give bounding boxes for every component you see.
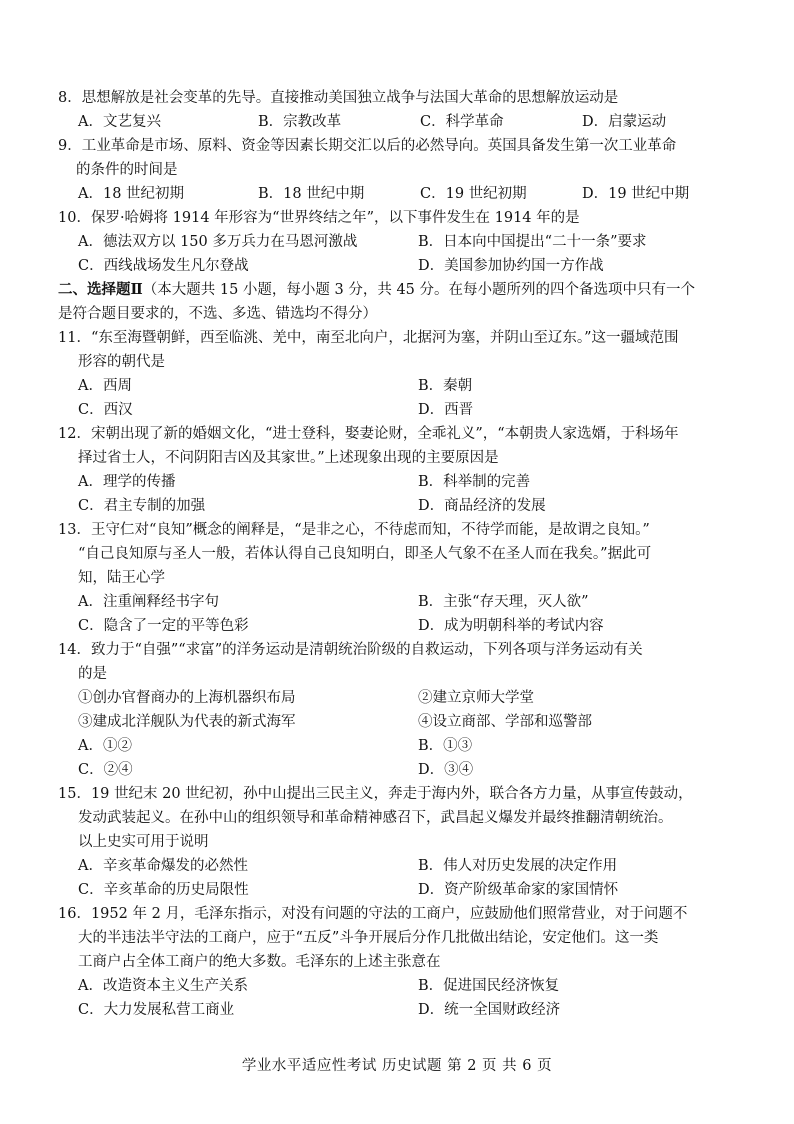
statement-2: ②建立京师大学堂 — [418, 690, 534, 706]
option-a: A．辛亥革命爆发的必然性 — [78, 858, 248, 874]
options-row — [58, 374, 756, 398]
options-row — [58, 110, 756, 134]
section-heading — [58, 278, 756, 302]
section-2 — [58, 278, 756, 326]
options-row — [58, 998, 756, 1022]
section-desc: （本大题共 15 小题，每小题 3 分，共 45 分。在每小题所列的四个备选项中只有一个 — [142, 282, 696, 298]
option-d: D．西晋 — [418, 402, 474, 418]
question-8 — [58, 86, 756, 134]
question-9 — [58, 134, 756, 206]
options-row — [58, 878, 756, 902]
question-stem-cont: 的是 — [78, 666, 107, 682]
question-stem: 11．“东至海暨朝鲜，西至临洮、羌中，南至北向户，北据河为塞，并阴山至辽东。”这一疆域范围 — [58, 330, 679, 346]
option-d: D．商品经济的发展 — [418, 498, 546, 514]
option-d: D．美国参加协约国一方作战 — [418, 258, 604, 274]
option-b: B．宗教改革 — [258, 114, 342, 130]
option-b: B．主张“存天理，灭人欲” — [418, 594, 589, 610]
question-stem-cont: 发动武装起义。在孙中山的组织领导和革命精神感召下，武昌起义爆发并最终推翻清朝统治。 — [78, 810, 673, 826]
question-stem: 16．1952 年 2 月，毛泽东指示，对没有问题的守法的工商户，应鼓励他们照常营业，对于问题不 — [58, 906, 688, 922]
option-c: C．大力发展私营工商业 — [78, 1002, 235, 1018]
options-row — [58, 734, 756, 758]
question-stem-cont: “自己良知原与圣人一般，若体认得自己良知明白，即圣人气象不在圣人而在我矣。”据此可 — [78, 546, 652, 562]
option-c: C．隐含了一定的平等色彩 — [78, 618, 249, 634]
question-12 — [58, 422, 756, 518]
question-stem: 10．保罗·哈姆将 1914 年形容为“世界终结之年”，以下事件发生在 1914 年的是 — [58, 210, 580, 226]
question-14 — [58, 638, 756, 782]
options-row — [58, 854, 756, 878]
option-d: D．统一全国财政经济 — [418, 1002, 561, 1018]
options-row — [58, 470, 756, 494]
option-a: A．理学的传播 — [78, 474, 176, 490]
options-row — [58, 254, 756, 278]
option-d: D．③④ — [418, 762, 474, 778]
option-a: A．改造资本主义生产关系 — [78, 978, 248, 994]
option-b: B．18 世纪中期 — [258, 186, 365, 202]
options-row — [58, 614, 756, 638]
option-c: C．君主专制的加强 — [78, 498, 206, 514]
question-stem-cont: 以上史实可用于说明 — [78, 834, 209, 850]
option-b: B．日本向中国提出“二十一条”要求 — [418, 234, 647, 250]
option-a: A．18 世纪初期 — [78, 186, 185, 202]
option-c: C．辛亥革命的历史局限性 — [78, 882, 249, 898]
question-stem: 13．王守仁对“良知”概念的阐释是，“是非之心，不待虑而知，不待学而能，是故谓之良知。” — [58, 522, 650, 538]
question-stem: 8．思想解放是社会变革的先导。直接推动美国独立战争与法国大革命的思想解放运动是 — [58, 90, 619, 106]
statement-row — [58, 710, 756, 734]
options-row — [58, 590, 756, 614]
option-b: B．①③ — [418, 738, 473, 754]
option-a: A．注重阐释经书字句 — [78, 594, 219, 610]
option-d: D．启蒙运动 — [582, 114, 667, 130]
question-stem: 9．工业革命是市场、原料、资金等因素长期交汇以后的必然导向。英国具备发生第一次工业革命 — [58, 138, 677, 154]
option-d: D．成为明朝科举的考试内容 — [418, 618, 604, 634]
statement-4: ④设立商部、学部和巡警部 — [418, 714, 592, 730]
options-row — [58, 974, 756, 998]
section-title: 二、选择题Ⅱ — [58, 281, 143, 298]
option-b: B．促进国民经济恢复 — [418, 978, 560, 994]
statement-row — [58, 686, 756, 710]
question-stem-cont: 的条件的时间是 — [76, 162, 178, 178]
options-row — [58, 494, 756, 518]
page-footer: 学业水平适应性考试 历史试题 第 2 页 共 6 页 — [241, 1058, 553, 1074]
statement-1: ①创办官督商办的上海机器织布局 — [78, 690, 296, 706]
option-b: B．秦朝 — [418, 378, 473, 394]
option-c: C．西线战场发生凡尔登战 — [78, 258, 249, 274]
options-row — [58, 758, 756, 782]
options-row — [58, 230, 756, 254]
options-row — [58, 182, 756, 206]
option-a: A．德法双方以 150 多万兵力在马恩河激战 — [78, 234, 358, 250]
option-a: A．①② — [78, 738, 132, 754]
question-stem-cont: 择过省士人，不问阴阳吉凶及其家世。”上述现象出现的主要原因是 — [78, 450, 499, 466]
question-stem: 14．致力于“自强”“求富”的洋务运动是清朝统治阶级的自救运动，下列各项与洋务运动有关 — [58, 642, 643, 658]
options-row — [58, 398, 756, 422]
question-10 — [58, 206, 756, 278]
question-stem-cont: 形容的朝代是 — [78, 354, 165, 370]
question-11 — [58, 326, 756, 422]
option-c: C．②④ — [78, 762, 133, 778]
section-desc-cont: 是符合题目要求的，不选、多选、错选均不得分） — [58, 306, 377, 322]
statement-3: ③建成北洋舰队为代表的新式海军 — [78, 714, 296, 730]
option-d: D．资产阶级革命家的家国情怀 — [418, 882, 619, 898]
option-c: C．科学革命 — [420, 114, 504, 130]
question-stem-cont: 大的半违法半守法的工商户，应于“五反”斗争开展后分作几批做出结论，安定他们。这一类 — [78, 930, 659, 946]
option-a: A．西周 — [78, 378, 132, 394]
question-13 — [58, 518, 756, 638]
option-d: D．19 世纪中期 — [582, 186, 690, 202]
question-stem: 12．宋朝出现了新的婚姻文化，“进士登科，娶妻论财，全乖礼义”，“本朝贵人家选婿，于科场年 — [58, 426, 679, 442]
question-stem-cont: 工商户占全体工商户的绝大多数。毛泽东的上述主张意在 — [78, 954, 441, 970]
option-c: C．19 世纪初期 — [420, 186, 527, 202]
question-stem: 15．19 世纪末 20 世纪初，孙中山提出三民主义，奔走于海内外，联合各方力量，从事宣传鼓动， — [58, 786, 693, 802]
option-b: B．伟人对历史发展的决定作用 — [418, 858, 618, 874]
question-15 — [58, 782, 756, 902]
question-16 — [58, 902, 756, 1022]
option-a: A．文艺复兴 — [78, 114, 161, 130]
option-b: B．科举制的完善 — [418, 474, 531, 490]
question-stem-cont: 知，陆王心学 — [78, 570, 165, 586]
option-c: C．西汉 — [78, 402, 133, 418]
